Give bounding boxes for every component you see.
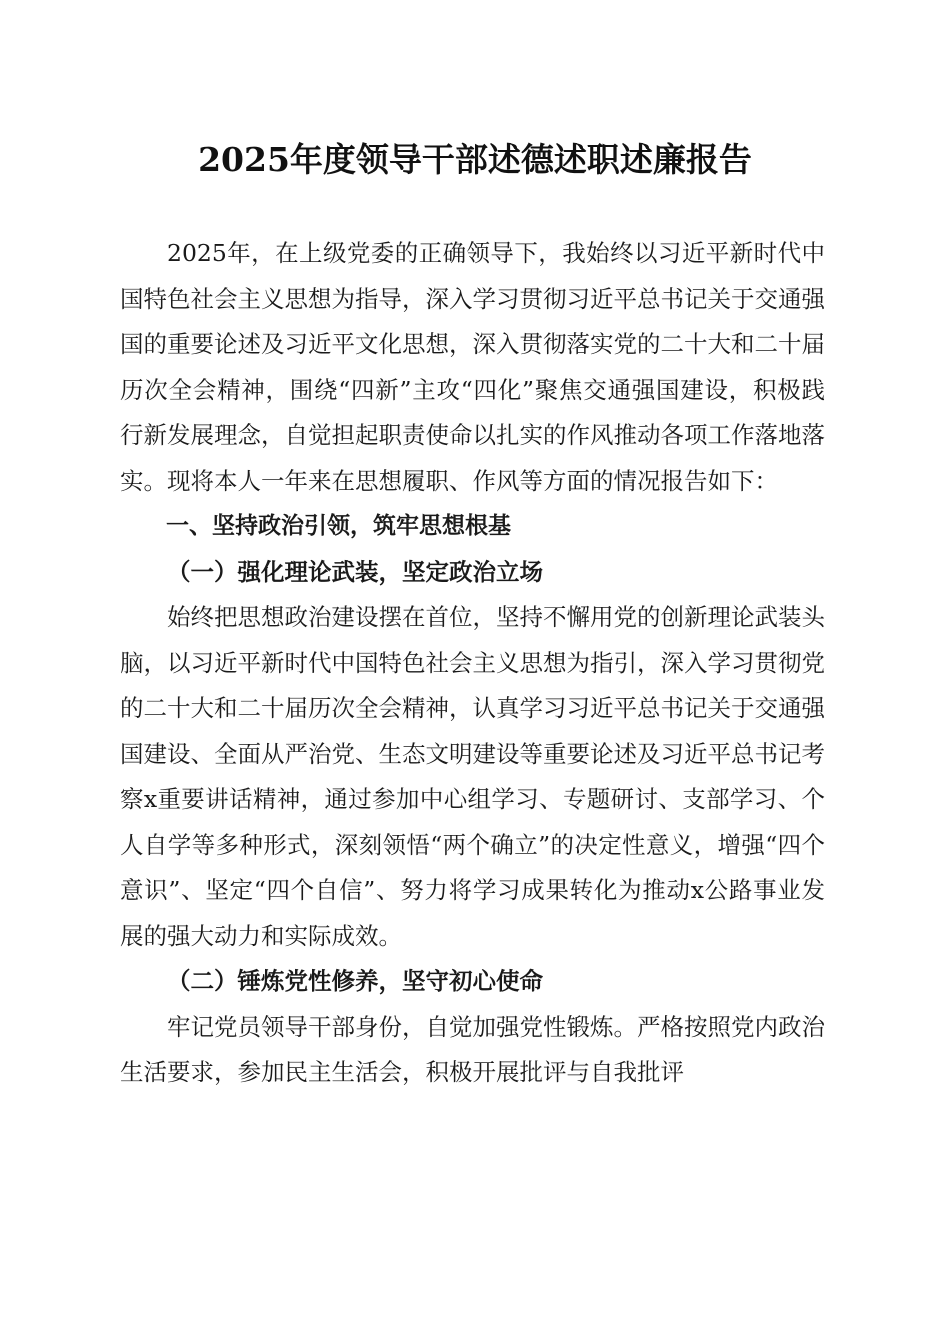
document-body	[120, 231, 825, 1096]
subsection-paragraph: 牢记党员领导干部身份，自觉加强党性锻炼。严格按照党内政治生活要求，参加民主生活会，积极开展批评与自我批评	[120, 1012, 825, 1086]
document-title: 2025年度领导干部述德述职述廉报告	[198, 140, 752, 179]
section-heading: 一、坚持政治引领，筑牢思想根基	[166, 513, 511, 539]
intro-paragraph: 2025年，在上级党委的正确领导下，我始终以习近平新时代中国特色社会主义思想为指导，深入学习贯彻习近平总书记关于交通强国的重要论述及习近平文化思想，深入贯彻落实党的二十大和二十届历次全会精神，围绕“四新”主攻“四化”聚焦交通强国建设，积极践行新发展理念，自觉担起职责使命以扎实的作风推动各项工作落地落实。现将本人一年来在思想履职、作风等方面的情况报告如下：	[120, 239, 825, 495]
subsection-heading: （一）强化理论武装，坚定政治立场	[167, 557, 543, 586]
subsection-heading: （二）锤炼党性修养，坚守初心使命	[167, 967, 543, 995]
subsection-paragraph: 始终把思想政治建设摆在首位，坚持不懈用党的创新理论武装头脑，以习近平新时代中国特色社会主义思想为指引，深入学习贯彻党的二十大和二十届历次全会精神，认真学习习近平总书记关于交通强国建设、全面从严治党、生态文明建设等重要论述及习近平总书记考察x重要讲话精神，通过参加中心组学习、专题研讨、支部学习、个人自学等多种形式，深刻领悟“两个确立”的决定性意义，增强“四个意识”、坚定“四个自信”、努力将学习成果转化为推动x公路事业发展的强大动力和实际成效。	[120, 603, 825, 950]
